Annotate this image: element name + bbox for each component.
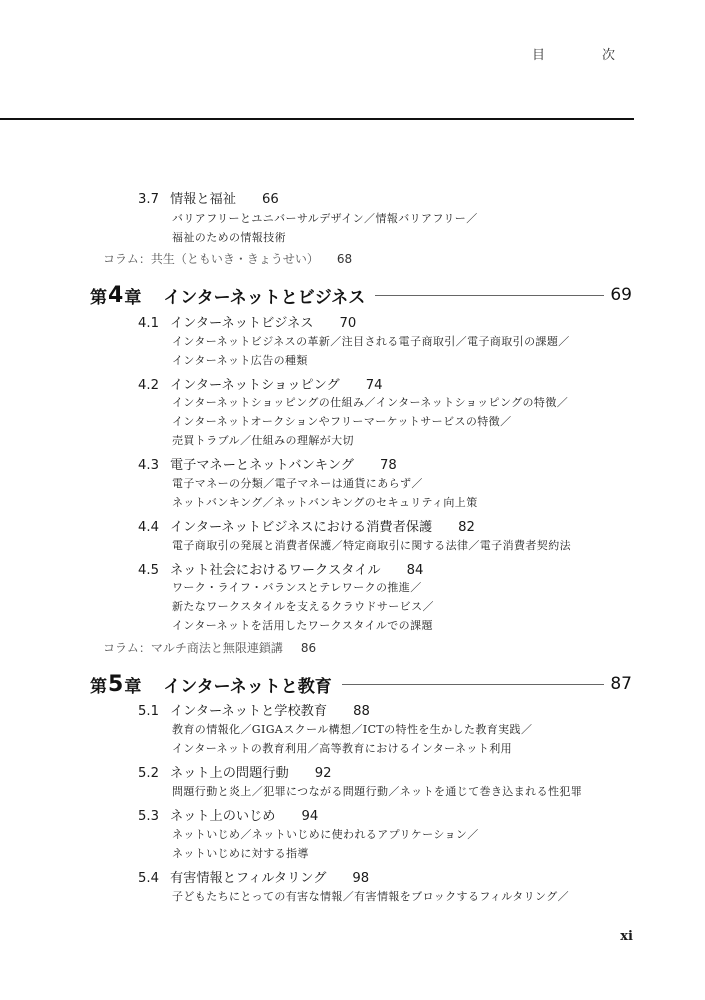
section-page: 78	[379, 458, 397, 473]
subtopic-line: インターネットビジネスの革新／注目される電子商取引／電子商取引の課題／	[172, 335, 570, 348]
toc-section-4-5[interactable]	[138, 559, 423, 578]
chapter-page: 87	[610, 674, 632, 694]
chapter-title: インターネットとビジネス	[163, 287, 366, 308]
subtopic-line: インターネット広告の種類	[172, 354, 308, 367]
section-page: 66	[261, 192, 279, 207]
toc-section-4-4[interactable]	[138, 516, 475, 535]
chapter-number: 4	[108, 282, 124, 308]
leader-line	[342, 684, 605, 685]
toc-section-5-4[interactable]	[138, 867, 369, 886]
subtopic-line: 子どもたちにとっての有害な情報／有害情報をブロックするフィルタリング／	[172, 890, 570, 903]
subtopic-line: バリアフリーとユニバーサルデザイン／情報バリアフリー／	[172, 212, 478, 225]
section-number: 4.2	[138, 378, 159, 393]
toc-section-5-3[interactable]	[138, 805, 318, 824]
section-page: 74	[365, 378, 383, 393]
subtopic-line: 福祉のための情報技術	[172, 231, 286, 244]
section-title: ネット上の問題行動	[170, 766, 289, 781]
chapter-page: 69	[610, 285, 632, 305]
subtopic-line: 電子商取引の発展と消費者保護／特定商取引に関する法律／電子消費者契約法	[172, 539, 571, 552]
subtopic-line: 教育の情報化／GIGAスクール構想／ICTの特性を生かした教育実践／	[172, 723, 533, 736]
chapter-suffix: 章	[124, 676, 142, 697]
toc-section-4-3[interactable]	[138, 454, 397, 473]
section-title: 電子マネーとネットバンキング	[170, 458, 354, 473]
subtopic-line: ネットバンキング／ネットバンキングのセキュリティ向上策	[172, 496, 478, 509]
toc-chapter-5[interactable]	[90, 669, 632, 699]
section-number: 4.1	[138, 316, 159, 331]
subtopic-line: インターネットオークションやフリーマーケットサービスの特徴／	[172, 415, 512, 428]
section-number: 5.1	[138, 704, 159, 719]
section-page: 94	[301, 809, 319, 824]
column-label: コラム：共生（ともいき・きょうせい）	[103, 252, 319, 266]
leader-line	[375, 295, 604, 296]
section-title: インターネットと学校教育	[170, 704, 328, 719]
section-page: 82	[458, 520, 475, 535]
subtopic-line: インターネットを活用したワークスタイルでの課題	[172, 619, 433, 632]
section-number: 3.7	[138, 192, 159, 207]
running-head: 目 次	[531, 48, 637, 63]
chapter-title: インターネットと教育	[163, 676, 332, 697]
toc-section-3-7[interactable]	[138, 188, 279, 207]
subtopic-line: 電子マネーの分類／電子マネーは通貨にあらず／	[172, 477, 423, 490]
subtopic-line: 新たなワークスタイルを支えるクラウドサービス／	[172, 600, 434, 613]
chapter-prefix: 第	[90, 676, 107, 697]
section-page: 92	[314, 766, 332, 781]
section-title: ネット社会におけるワークスタイル	[170, 563, 381, 578]
toc-section-4-1[interactable]	[138, 312, 356, 331]
column-page: 68	[336, 252, 353, 266]
section-number: 5.3	[138, 809, 159, 824]
chapter-prefix: 第	[90, 287, 107, 308]
column-label: コラム：マルチ商法と無限連鎖講	[103, 641, 283, 655]
section-page: 88	[353, 704, 370, 719]
toc-chapter-4[interactable]	[90, 280, 632, 310]
section-title: インターネットビジネス	[170, 316, 314, 331]
chapter-suffix: 章	[124, 287, 142, 308]
subtopic-line: 問題行動と炎上／犯罪につながる問題行動／ネットを通じて巻き込まれる性犯罪	[172, 785, 583, 798]
subtopic-line: ワーク・ライフ・バランスとテレワークの推進／	[172, 581, 422, 594]
section-title: インターネットショッピング	[170, 378, 340, 393]
page-folio: xi	[620, 929, 633, 944]
toc-column-1[interactable]	[103, 250, 352, 267]
section-number: 4.5	[138, 563, 159, 578]
section-number: 4.4	[138, 520, 159, 535]
section-page: 98	[352, 871, 370, 886]
section-title: インターネットビジネスにおける消費者保護	[170, 520, 433, 535]
subtopic-line: ネットいじめ／ネットいじめに使われるアプリケーション／	[172, 828, 479, 841]
subtopic-line: ネットいじめに対する指導	[172, 847, 309, 860]
section-page: 84	[406, 563, 424, 578]
section-title: ネット上のいじめ	[170, 809, 276, 824]
section-number: 4.3	[138, 458, 159, 473]
section-number: 5.2	[138, 766, 159, 781]
subtopic-line: 売買トラブル／仕組みの理解が大切	[172, 434, 354, 447]
chapter-number: 5	[108, 671, 124, 697]
toc-column-2[interactable]	[103, 639, 316, 656]
toc-section-4-2[interactable]	[138, 374, 383, 393]
toc-section-5-2[interactable]	[138, 762, 331, 781]
section-title: 情報と福祉	[170, 192, 236, 207]
section-page: 70	[339, 316, 357, 331]
subtopic-line: インターネットショッピングの仕組み／インターネットショッピングの特徴／	[172, 396, 569, 409]
column-page: 86	[300, 641, 317, 655]
toc-section-5-1[interactable]	[138, 700, 370, 719]
section-number: 5.4	[138, 871, 159, 886]
subtopic-line: インターネットの教育利用／高等教育におけるインターネット利用	[172, 742, 513, 755]
section-title: 有害情報とフィルタリング	[170, 871, 327, 886]
